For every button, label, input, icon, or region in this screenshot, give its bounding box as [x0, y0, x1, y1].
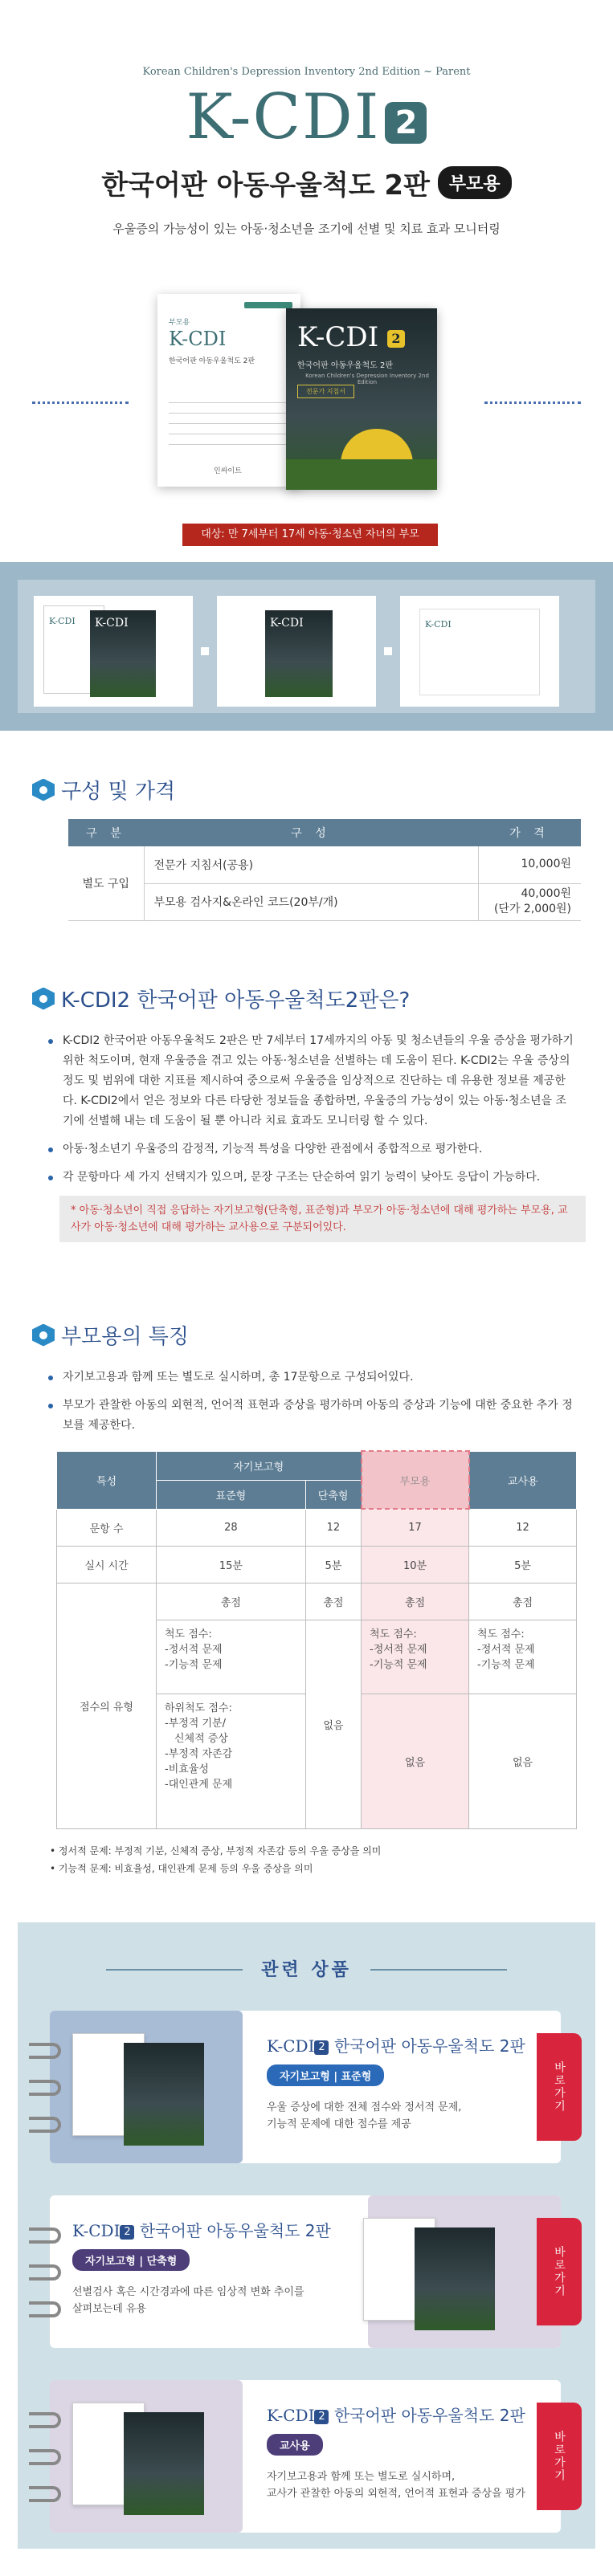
card-pill: 자기보고형 | 단축형 — [72, 2249, 190, 2271]
desc-line: 기능적 문제에 대한 점수를 제공 — [267, 2118, 411, 2130]
related-card-1[interactable] — [50, 2011, 566, 2163]
cover-manual — [286, 308, 437, 490]
cell-parent: 10분 — [362, 1546, 469, 1583]
subscale-line: 하위척도 점수: — [165, 1702, 232, 1714]
price-value: 40,000원 — [521, 887, 571, 901]
manual-logo — [297, 321, 405, 353]
manual-english-title: Korean Children's Depression Inventory 2nd Edition — [305, 373, 429, 385]
footnote: • 정서적 문제: 부정적 기분, 신체적 증상, 부정적 자존감 등의 우울 증상을 의미 — [50, 1844, 382, 1857]
related-card-2[interactable] — [50, 2195, 566, 2348]
thumb-logo-3: K-CDI — [425, 619, 452, 630]
cell-standard: 28 — [157, 1509, 306, 1546]
product-gallery — [0, 562, 613, 731]
card-pill: 교사용 — [267, 2434, 323, 2456]
desc-line: 우울 증상에 대한 전체 점수와 정서적 문제, — [267, 2101, 462, 2113]
binder-ring — [29, 2264, 61, 2280]
card-title — [72, 2218, 331, 2241]
card-text — [72, 2218, 331, 2317]
table-row — [57, 1509, 577, 1546]
cell-short: 5분 — [305, 1546, 361, 1583]
card-title-text: 한국어판 아동우울척도 2판 — [333, 2406, 525, 2425]
dotted-divider-left — [32, 401, 129, 404]
subscale-line: -부정적 자존감 — [165, 1747, 233, 1760]
desc-line: 선별검사 혹은 시간경과에 따른 임상적 변화 추이를 — [72, 2286, 304, 2298]
product-title: 한국어판 아동우울척도 2판 — [101, 169, 430, 202]
intro-heading — [32, 984, 581, 1013]
cell-scale-teacher — [469, 1620, 577, 1694]
manual-title: 한국어판 아동우울척도 2판 — [297, 361, 393, 370]
binder-ring — [29, 2043, 61, 2059]
hexagon-icon — [32, 1324, 55, 1347]
th-standard: 표준형 — [157, 1480, 306, 1509]
parent-heading — [32, 1320, 581, 1350]
section-title: 부모용의 특징 — [61, 1325, 189, 1349]
gallery-thumb-3[interactable] — [400, 596, 559, 707]
features-table — [56, 1450, 577, 1829]
cover-small: 부모용 — [169, 319, 190, 327]
footnotes — [50, 1842, 581, 1877]
th-price: 가 격 — [478, 819, 581, 846]
price-cell — [478, 883, 581, 920]
go-button[interactable]: 바로가기 — [537, 2218, 582, 2325]
gallery-separator — [384, 647, 392, 655]
card-image — [72, 2027, 217, 2147]
list-item: 자기보고용과 함께 또는 별도로 실시하며, 총 17문항으로 구성되어있다. — [47, 1367, 577, 1388]
manual-tab: 전문가 지침서 — [297, 385, 354, 398]
card-text — [267, 2033, 525, 2133]
item-cell: 부모용 검사지&온라인 코드(20부/개) — [144, 883, 478, 920]
cover-label — [244, 302, 292, 308]
table-row — [57, 1583, 577, 1620]
cover-lines — [169, 402, 288, 454]
cell-teacher: 12 — [469, 1509, 577, 1546]
gallery-inner — [18, 580, 595, 713]
dotted-divider-right — [484, 401, 581, 404]
row-label: 실시 시간 — [57, 1546, 157, 1583]
thumb-logo-dark: K-CDI — [95, 617, 129, 630]
related-products — [18, 1922, 595, 2549]
cell-total: 총점 — [469, 1583, 577, 1620]
card-title-text: 한국어판 아동우울척도 2판 — [333, 2036, 525, 2056]
card-badge: 2 — [314, 2040, 329, 2055]
hexagon-icon — [32, 779, 55, 801]
footnote: • 기능적 문제: 비효율성, 대인관계 문제 등의 우울 증상을 의미 — [50, 1862, 313, 1874]
scale-line: -정서적 문제 — [165, 1643, 223, 1656]
cell-total: 총점 — [362, 1583, 469, 1620]
hero — [0, 0, 613, 554]
card-logo: K-CDI — [72, 2221, 121, 2240]
th-feature: 특성 — [57, 1451, 157, 1509]
logo-badge: 2 — [385, 102, 427, 144]
card-badge: 2 — [314, 2410, 329, 2424]
product-covers — [0, 289, 613, 490]
binder-ring — [29, 2228, 61, 2244]
cell-total: 총점 — [157, 1583, 306, 1620]
th-parent: 부모용 — [362, 1451, 469, 1509]
price-heading — [32, 775, 581, 805]
cover-title: 한국어판 아동우울척도 2판 — [169, 357, 255, 365]
card-pill: 자기보고형 | 표준형 — [267, 2064, 384, 2086]
cell-none: 없음 — [305, 1620, 361, 1828]
category-cell: 별도 구입 — [68, 846, 144, 920]
cover-answer-sheet — [157, 294, 300, 487]
item-cell: 전문가 지침서(공용) — [144, 846, 478, 883]
th-short: 단축형 — [305, 1480, 361, 1509]
binder-ring — [29, 2080, 61, 2096]
title-line-right — [370, 1969, 507, 1971]
price-cell: 10,000원 — [478, 846, 581, 883]
section-title: 구성 및 가격 — [61, 780, 176, 804]
thumb-document — [419, 609, 540, 695]
list-item: 각 문항마다 세 가지 선택지가 있으며, 문장 구조는 단순하여 읽기 능력이 낮아도 응답이 가능하다. — [47, 1168, 577, 1188]
card-image — [72, 2396, 217, 2517]
thumb-manual — [90, 610, 156, 697]
cell-scale-parent — [362, 1620, 469, 1694]
cell-parent: 17 — [362, 1509, 469, 1546]
price-table — [68, 819, 581, 921]
desc-line: 교사가 관찰한 아동의 외현적, 언어적 표현과 증상을 평가 — [267, 2488, 525, 2500]
cell-none: 없음 — [362, 1694, 469, 1828]
cell-subscale-standard — [157, 1694, 306, 1828]
related-title: 관련 상품 — [261, 1960, 352, 1980]
card-image — [363, 2211, 508, 2332]
binder-ring — [29, 2301, 61, 2317]
cell-total: 총점 — [305, 1583, 361, 1620]
scale-line: -정서적 문제 — [477, 1643, 535, 1656]
card-badge: 2 — [120, 2225, 134, 2240]
scale-line: -정서적 문제 — [370, 1643, 427, 1656]
manual-logo-badge: 2 — [387, 330, 405, 348]
cell-short: 12 — [305, 1509, 361, 1546]
hero-subtitle: Korean Children's Depression Inventory 2nd Edition ~ Parent — [142, 66, 471, 78]
cell-scale-standard — [157, 1620, 306, 1694]
go-button[interactable]: 바로가기 — [537, 2403, 582, 2510]
row-label: 점수의 유형 — [57, 1583, 157, 1828]
hexagon-icon — [32, 988, 55, 1010]
binder-ring — [29, 2449, 61, 2465]
table-row — [68, 883, 581, 920]
scale-line: -기능적 문제 — [477, 1658, 535, 1671]
desc-line: 자기보고용과 함께 또는 별도로 실시하며, — [267, 2471, 456, 2483]
parent-section — [32, 1320, 581, 1877]
edition-pill: 부모용 — [438, 166, 512, 199]
subscale-line: -부정적 기분/ — [165, 1717, 226, 1730]
binder-ring — [29, 2117, 61, 2133]
binder-ring — [29, 2412, 61, 2428]
product-logo — [0, 81, 613, 153]
binder-ring — [29, 2486, 61, 2502]
list-item: 부모가 관찰한 아동의 외현적, 언어적 표현과 증상을 평가하며 아동의 증상과 기능에 대한 중요한 추가 정보를 제공한다. — [47, 1396, 577, 1436]
card-title-text: 한국어판 아동우울척도 2판 — [139, 2221, 331, 2240]
card-text — [267, 2403, 525, 2502]
intro-section — [32, 984, 581, 1242]
card-title — [267, 2403, 525, 2426]
hero-tagline: 우울증의 가능성이 있는 아동·청소년을 조기에 선별 및 치료 효과 모니터링 — [112, 222, 501, 236]
unit-price: (단가 2,000원) — [493, 903, 571, 915]
list-item: K-CDI2 한국어판 아동우울척도 2판은 만 7세부터 17세까지의 아동 및 청소년들의 우울 증상을 평가하기 위한 척도이며, 현재 우울증을 겪고 있는 아동·청소년을 선별하는 데 도움이 된다. K-CDI2는 우울 증상의 정도 및 범위에 대한 지표를 제시하여 중으로써 우울증을 임상적으로 진단하는 데 유용한 정보를 제공한다. K-CDI2에서 얻은 정보와 다른 타당한 정보들을 종합하면, 우울증의 가능성이 있는 아동·청소년을 조기에 선별해 내는 데 도움이 될 뿐 아니라 치료 효과도 모니터링 할 수 있다. — [47, 1031, 577, 1131]
hero-title — [0, 163, 613, 202]
card-desc — [72, 2284, 331, 2317]
th-teacher: 교사용 — [469, 1451, 577, 1509]
scale-line: -기능적 문제 — [370, 1658, 427, 1671]
subscale-line: -비효율성 — [165, 1763, 209, 1775]
gallery-separator — [201, 647, 209, 655]
desc-line: 살펴보는데 유용 — [72, 2303, 147, 2315]
row-label: 문항 수 — [57, 1509, 157, 1546]
thumb-logo: K-CDI — [49, 616, 76, 626]
go-button[interactable]: 바로가기 — [537, 2033, 582, 2141]
related-card-3[interactable] — [50, 2380, 566, 2533]
card-logo: K-CDI — [267, 2036, 315, 2056]
grass-illustration — [286, 459, 437, 490]
cell-teacher: 5분 — [469, 1546, 577, 1583]
subscale-line: 신체적 증상 — [174, 1732, 228, 1745]
price-section — [32, 775, 581, 921]
scale-line: 척도 점수: — [477, 1628, 525, 1641]
gallery-thumb-1[interactable] — [34, 596, 193, 707]
scale-line: 척도 점수: — [370, 1628, 417, 1641]
table-row — [57, 1546, 577, 1583]
card-desc — [267, 2099, 525, 2133]
scale-line: 척도 점수: — [165, 1628, 212, 1641]
th-self-report: 자기보고형 — [157, 1451, 362, 1480]
gallery-thumb-2[interactable] — [217, 596, 376, 707]
logo-text: K-CDI — [186, 81, 381, 153]
manual-logo-text: K-CDI — [297, 321, 379, 353]
cell-standard: 15분 — [157, 1546, 306, 1583]
intro-bullets — [47, 1031, 577, 1188]
cover-logo: K-CDI — [169, 328, 227, 350]
parent-bullets — [47, 1367, 577, 1436]
thumb-logo-dark-2: K-CDI — [270, 617, 304, 630]
section-title: K-CDI2 한국어판 아동우울척도2판은? — [61, 988, 411, 1013]
table-row — [68, 846, 581, 883]
thumb-manual-2 — [265, 610, 333, 697]
intro-note: * 아동·청소년이 직접 응답하는 자기보고형(단축형, 표준형)과 부모가 아동·청소년에 대해 평가하는 부모용, 교사가 아동·청소년에 대해 평가하는 교사용으로 구분되어있다. — [59, 1196, 586, 1242]
target-audience-bar: 대상: 만 7세부터 17세 아동·청소년 자녀의 부모 — [182, 524, 438, 546]
card-title — [267, 2033, 525, 2056]
subscale-line: -대인관계 문제 — [165, 1778, 233, 1791]
cell-none: 없음 — [469, 1694, 577, 1828]
list-item: 아동·청소년기 우울증의 감정적, 기능적 특성을 다양한 관점에서 종합적으로 평가한다. — [47, 1139, 577, 1160]
card-desc — [267, 2468, 525, 2502]
scale-line: -기능적 문제 — [165, 1658, 223, 1671]
card-logo: K-CDI — [267, 2406, 315, 2425]
th-composition: 구 성 — [144, 819, 478, 846]
cover-publisher: 인싸이트 — [214, 467, 242, 475]
th-category: 구 분 — [68, 819, 144, 846]
